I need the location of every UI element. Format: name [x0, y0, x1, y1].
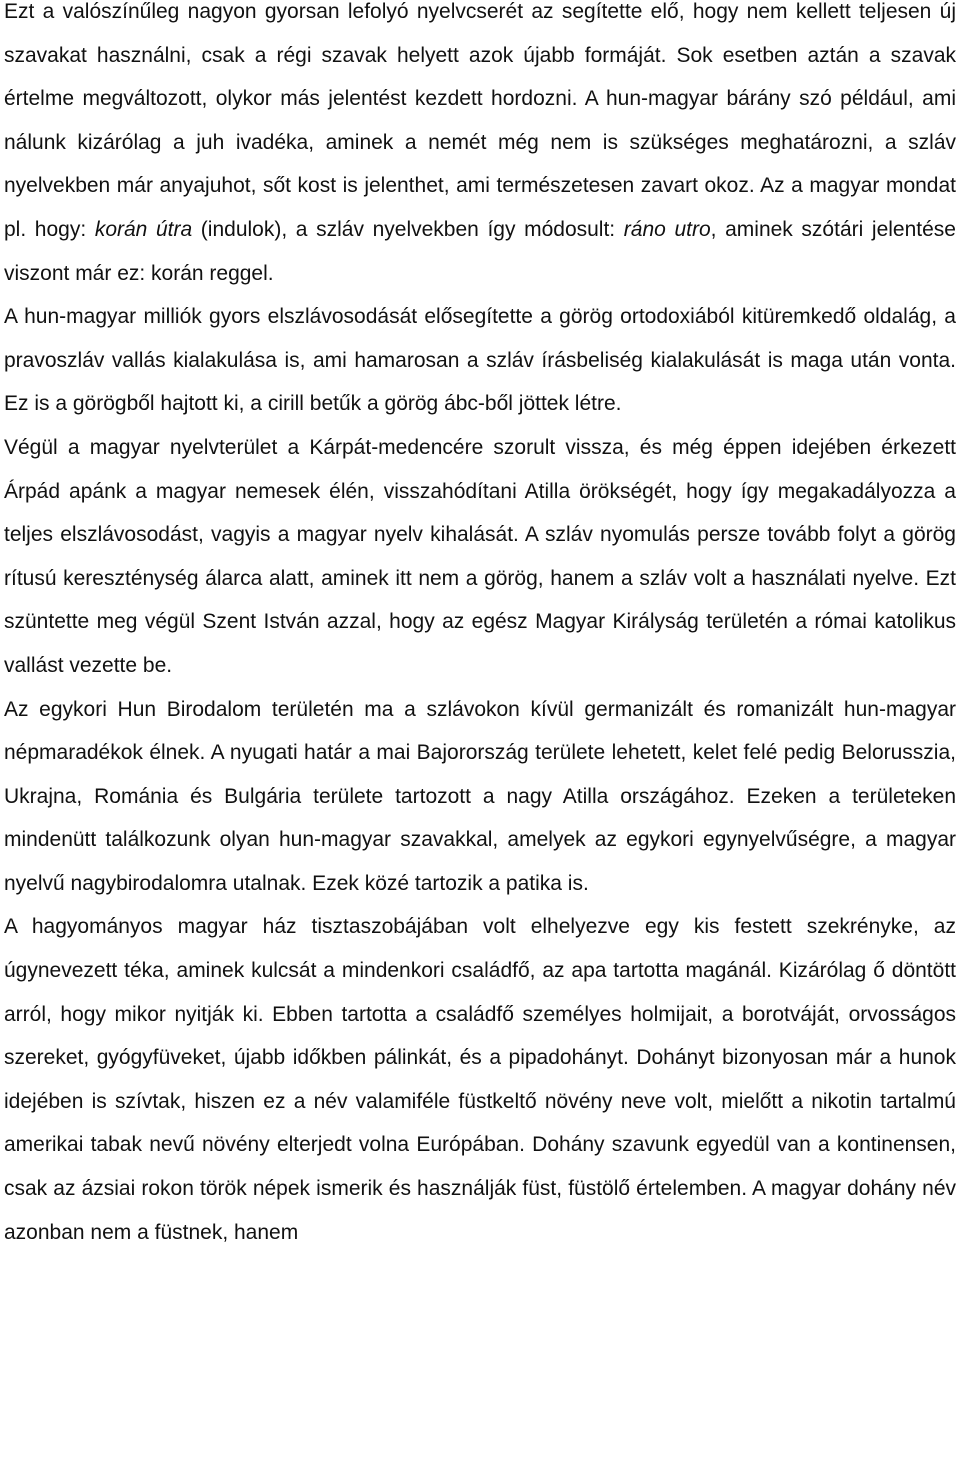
paragraph-traditional-house: A hagyományos magyar ház tisztaszobájában volt elhelyezve egy kis festett szekrényke, az úgynevezett téka, aminek kulcsát a mindenkori családfő, az apa tartotta magánál. Kizárólag ő döntött arról, hogy mikor nyitják ki. Ebben tartotta a családfő személyes holmijait, a borotváját, orvosságos szereket, gyógyfüveket, újabb időkben pálinkát, és a pipadohányt. Dohányt bizonyosan már a hunok idejében is szívtak, hiszen ez a név valamiféle füstkeltő növény neve volt, mielőtt a nikotin tartalmú amerikai tabak nevű növény elterjedt volna Európában. Dohány szavunk egyedül van a kontinensen, csak az ázsiai rokon török népek ismerik és használják füst, füstölő értelemben. A magyar dohány név azonban nem a füstnek, hanem: [4, 915, 956, 1244]
paragraph-text: Ezt a valószínűleg nagyon gyorsan lefolyó nyelvcserét az segítette elő, hogy nem kellett teljesen új szavakat használni, csak a régi szavak helyett azok újabb formáját. Sok esetben aztán a szavak értelme megváltozott, olykor más jelentést kezdett hordozni. A hun-magyar bárány szó például, ami nálunk kizárólag a juh ivadéka, aminek a nemét még nem is szükséges meghatározni, a szláv nyelvekben már anyajuhot, sőt kost is jelenthet, ami természetesen zavart okoz. Az a magyar mondat pl. hogy:: [4, 0, 956, 241]
paragraph-text: , aminek szótári jelentése viszont már ez: korán reggel.: [4, 217, 956, 285]
paragraph-text: (indulok), a szláv nyelvekben így módosult:: [192, 217, 624, 241]
paragraph-hun-empire: Az egykori Hun Birodalom területén ma a szlávokon kívül germanizált és romanizált hun-magyar népmaradékok élnek. A nyugati határ a mai Bajorország területe lehetett, kelet felé pedig Belorusszia, Ukrajna, Románia és Bulgária területe tartozott a nagy Atilla országához. Ezeken a területeken mindenütt találkozunk olyan hun-magyar szavakkal, amelyek az egykori egynyelvűségre, a magyar nyelvű nagybirodalomra utalnak. Ezek közé tartozik a patika is.: [4, 697, 956, 895]
paragraph-carpathian-basin: Végül a magyar nyelvterület a Kárpát-medencére szorult vissza, és még éppen idejében érkezett Árpád apánk a magyar nemesek élén, visszahódítani Atilla örökségét, hogy így megakadályozza a teljes elszlávosodást, vagyis a magyar nyelv kihalását. A szláv nyomulás persze tovább folyt a görög rítusú kereszténység álarca alatt, aminek itt nem a görög, hanem a szláv volt a használati nyelve. Ezt szüntette meg végül Szent István azzal, hogy az egész Magyar Királyság területén a római katolikus vallást vezette be.: [4, 435, 956, 677]
document-page: [4, 0, 956, 1254]
italic-phrase: korán útra: [94, 217, 193, 241]
paragraph-language-shift: [4, 0, 956, 295]
italic-phrase: ráno utro: [623, 217, 711, 241]
paragraph-slavization: A hun-magyar milliók gyors elszlávosodását elősegítette a görög ortodoxiából kitüremkedő oldalág, a pravoszláv vallás kialakulása is, ami hamarosan a szláv írásbeliség kialakulását is maga után vonta. Ez is a görögből hajtott ki, a cirill betűk a görög ábc-ből jöttek létre.: [4, 305, 956, 416]
